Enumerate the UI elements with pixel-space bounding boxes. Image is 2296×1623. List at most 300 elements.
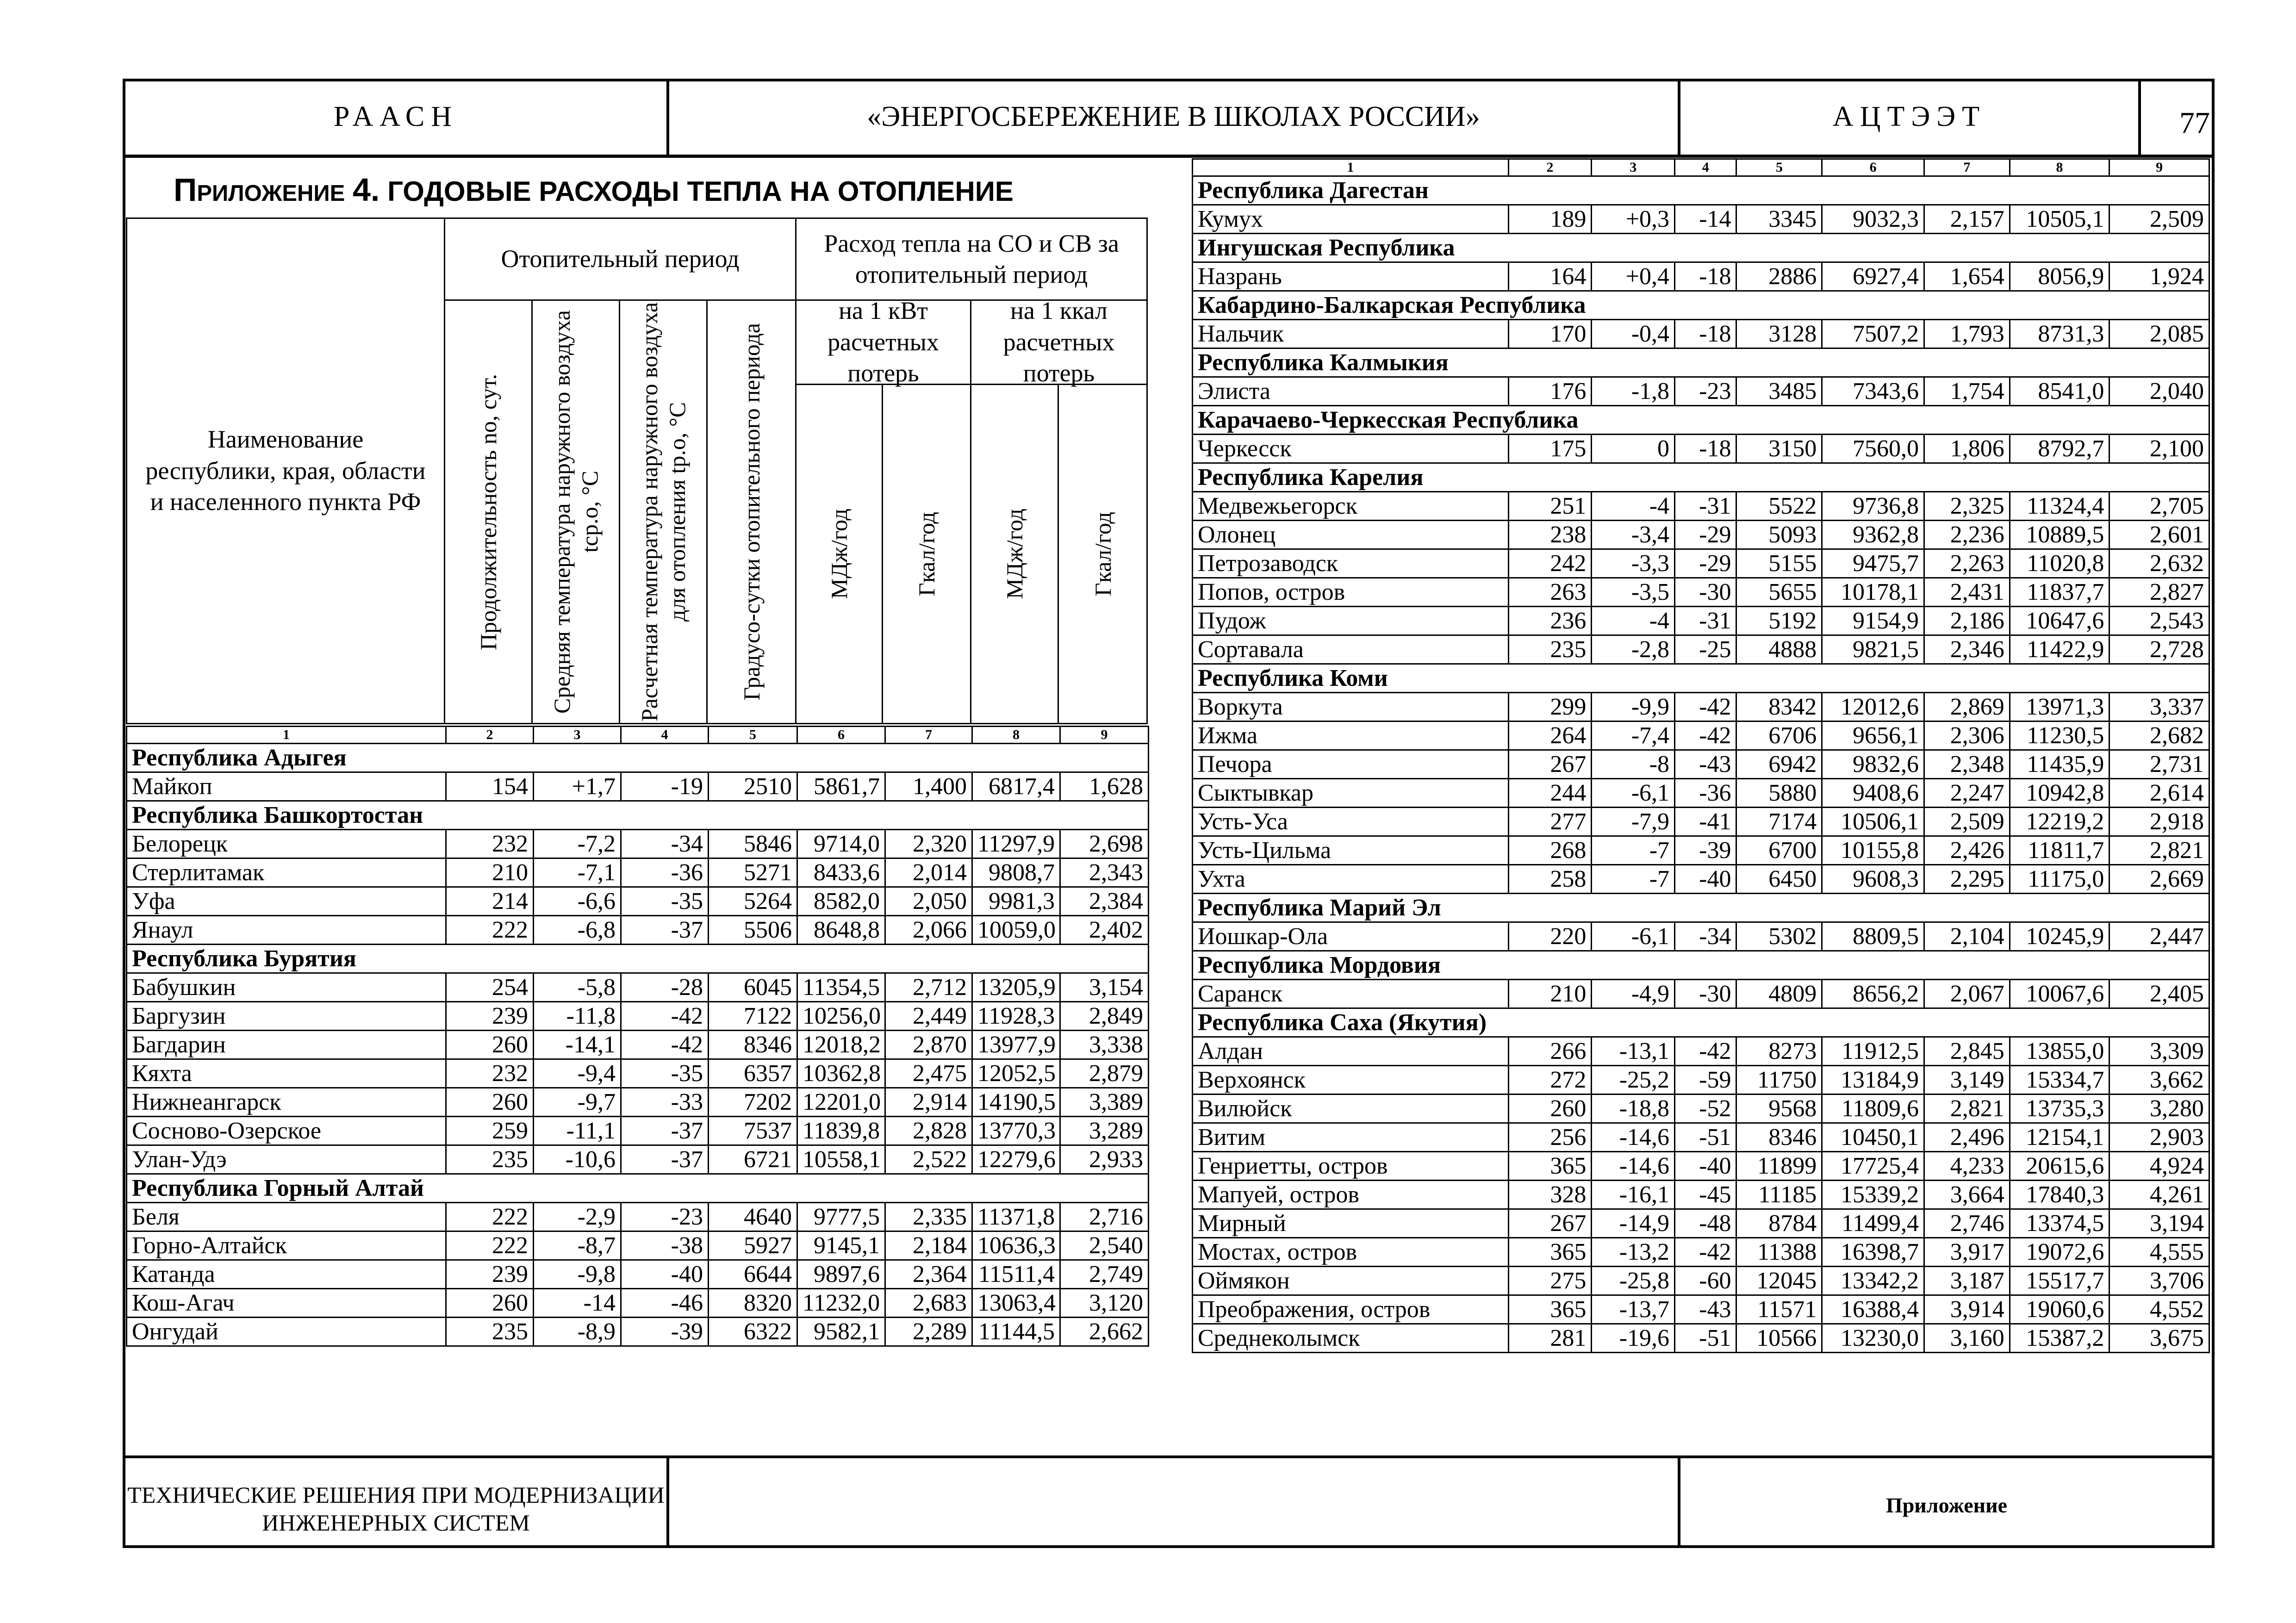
table-cell: 7537 — [709, 1117, 797, 1145]
table-cell: 4888 — [1736, 635, 1822, 664]
table-row — [1193, 808, 2209, 836]
table-cell: 8346 — [1736, 1123, 1822, 1152]
table-cell: 258 — [1508, 865, 1592, 894]
table-cell: 2,184 — [885, 1231, 972, 1260]
table-cell: 7507,2 — [1822, 320, 1924, 348]
table-cell: 3,309 — [2109, 1037, 2209, 1066]
table-cell: 2,426 — [1924, 836, 2010, 865]
table-row — [1193, 980, 2209, 1008]
locality-name: Майкоп — [127, 772, 446, 801]
table-cell: 11912,5 — [1822, 1037, 1924, 1066]
table-cell: 2,509 — [1924, 808, 2010, 836]
table-cell: -33 — [621, 1088, 709, 1117]
table-cell: -42 — [1675, 693, 1736, 721]
table-cell: 6450 — [1736, 865, 1822, 894]
table-cell: -6,8 — [534, 916, 621, 945]
table-cell: 8541,0 — [2010, 377, 2109, 406]
table-cell: 2,040 — [2109, 377, 2209, 406]
table-cell: 12018,2 — [797, 1031, 885, 1059]
table-cell: 8809,5 — [1822, 922, 1924, 951]
table-row — [127, 1203, 1149, 1231]
table-row — [127, 1031, 1149, 1059]
locality-name: Мапуей, остров — [1193, 1181, 1509, 1209]
header-heat-consumption: Расход тепла на СО и СВ за отопительный период — [795, 218, 1148, 301]
table-cell: 3,917 — [1924, 1238, 2010, 1267]
table-row — [127, 1059, 1149, 1088]
column-number: 7 — [1924, 159, 2010, 176]
section-row — [127, 1174, 1149, 1203]
table-cell: 2,364 — [885, 1260, 972, 1289]
table-cell: 2,879 — [1060, 1059, 1149, 1088]
table-cell: 11571 — [1736, 1295, 1822, 1324]
table-cell: -39 — [621, 1318, 709, 1346]
table-cell: 299 — [1508, 693, 1592, 721]
table-cell: -34 — [1675, 922, 1736, 951]
table-cell: -31 — [1675, 492, 1736, 521]
table-cell: 328 — [1508, 1181, 1592, 1209]
locality-name: Багдарин — [127, 1031, 446, 1059]
right-data-table — [1192, 158, 2210, 1353]
table-row — [127, 1088, 1149, 1117]
locality-name: Катанда — [127, 1260, 446, 1289]
region-heading: Республика Бурятия — [127, 945, 1149, 973]
table-cell: 2,186 — [1924, 607, 2010, 635]
column-number-row — [1193, 159, 2209, 176]
table-cell: -42 — [1675, 721, 1736, 750]
locality-name: Печора — [1193, 750, 1509, 779]
table-cell: -2,9 — [534, 1203, 621, 1231]
table-cell: -30 — [1675, 980, 1736, 1008]
table-cell: 12279,6 — [972, 1145, 1060, 1174]
table-row — [127, 830, 1149, 858]
table-cell: 10178,1 — [1822, 578, 1924, 607]
table-cell: 9736,8 — [1822, 492, 1924, 521]
table-cell: 2,431 — [1924, 578, 2010, 607]
table-cell: 2,449 — [885, 1002, 972, 1031]
table-cell: -6,1 — [1592, 779, 1675, 808]
table-cell: -40 — [1675, 865, 1736, 894]
table-cell: 2,662 — [1060, 1318, 1149, 1346]
column-number: 2 — [446, 727, 534, 744]
table-cell: 13184,9 — [1822, 1066, 1924, 1094]
region-heading: Республика Дагестан — [1193, 176, 2209, 205]
table-cell: 3,120 — [1060, 1289, 1149, 1318]
locality-name: Верхоянск — [1193, 1066, 1509, 1094]
table-cell: 2,522 — [885, 1145, 972, 1174]
table-cell: -13,2 — [1592, 1238, 1675, 1267]
table-cell: -8,7 — [534, 1231, 621, 1260]
table-cell: 8731,3 — [2010, 320, 2109, 348]
table-cell: 2,100 — [2109, 435, 2209, 463]
table-row — [127, 1289, 1149, 1318]
table-cell: 235 — [446, 1318, 534, 1346]
table-cell: 3150 — [1736, 435, 1822, 463]
header-avg-temp-text: Средняя температура наружного воздуха tср.о, °С — [549, 310, 603, 714]
table-cell: 11144,5 — [972, 1318, 1060, 1346]
table-row — [1193, 549, 2209, 578]
table-cell: 2,247 — [1924, 779, 2010, 808]
locality-name: Сыктывкар — [1193, 779, 1509, 808]
table-cell: 11511,4 — [972, 1260, 1060, 1289]
table-cell: 11435,9 — [2010, 750, 2109, 779]
table-row — [127, 1260, 1149, 1289]
region-heading: Республика Марий Эл — [1193, 894, 2209, 922]
table-cell: 272 — [1508, 1066, 1592, 1094]
table-cell: 16398,7 — [1822, 1238, 1924, 1267]
table-cell: -6,1 — [1592, 922, 1675, 951]
table-row — [1193, 693, 2209, 721]
table-cell: 2,348 — [1924, 750, 2010, 779]
column-number: 2 — [1508, 159, 1592, 176]
table-row — [127, 1231, 1149, 1260]
table-cell: 5155 — [1736, 549, 1822, 578]
section-row — [1193, 1008, 2209, 1037]
table-row — [1193, 1094, 2209, 1123]
table-cell: -51 — [1675, 1324, 1736, 1353]
table-cell: 214 — [446, 887, 534, 916]
locality-name: Иошкар-Ола — [1193, 922, 1509, 951]
table-cell: -8 — [1592, 750, 1675, 779]
header-title: «ЭНЕРГОСБЕРЕЖЕНИЕ В ШКОЛАХ РОССИИ» — [669, 79, 1678, 157]
table-cell: 3,194 — [2109, 1209, 2209, 1238]
table-cell: 2,447 — [2109, 922, 2209, 951]
table-row — [127, 858, 1149, 887]
table-cell: -3,3 — [1592, 549, 1675, 578]
table-cell: 264 — [1508, 721, 1592, 750]
region-heading: Карачаево-Черкесская Республика — [1193, 406, 2209, 435]
table-cell: 5264 — [709, 887, 797, 916]
table-cell: 7343,6 — [1822, 377, 1924, 406]
footer-left-text: ТЕХНИЧЕСКИЕ РЕШЕНИЯ ПРИ МОДЕРНИЗАЦИИ ИНЖЕНЕРНЫХ СИСТЕМ — [127, 1482, 665, 1536]
table-cell: 222 — [446, 1231, 534, 1260]
table-row — [1193, 492, 2209, 521]
table-cell: 2,295 — [1924, 865, 2010, 894]
table-cell: 11175,0 — [2010, 865, 2109, 894]
table-cell: 3,337 — [2109, 693, 2209, 721]
table-cell: -35 — [621, 1059, 709, 1088]
table-cell: -5,8 — [534, 973, 621, 1002]
table-cell: 2,712 — [885, 973, 972, 1002]
table-cell: 11928,3 — [972, 1002, 1060, 1031]
table-cell: 244 — [1508, 779, 1592, 808]
table-cell: 251 — [1508, 492, 1592, 521]
table-cell: -4,9 — [1592, 980, 1675, 1008]
column-number: 5 — [709, 727, 797, 744]
table-row — [1193, 635, 2209, 664]
table-cell: 9608,3 — [1822, 865, 1924, 894]
table-cell: 260 — [446, 1088, 534, 1117]
table-cell: -37 — [621, 1145, 709, 1174]
table-cell: -7,1 — [534, 858, 621, 887]
locality-name: Витим — [1193, 1123, 1509, 1152]
table-cell: 12052,5 — [972, 1059, 1060, 1088]
locality-name: Усть-Уса — [1193, 808, 1509, 836]
locality-name: Алдан — [1193, 1037, 1509, 1066]
locality-name: Янаул — [127, 916, 446, 945]
locality-name: Ухта — [1193, 865, 1509, 894]
table-cell: 2,343 — [1060, 858, 1149, 887]
table-cell: 2,263 — [1924, 549, 2010, 578]
table-cell: 13342,2 — [1822, 1267, 1924, 1295]
header-degree-days-text: Градусо-сутки отопительного периода — [738, 323, 765, 701]
table-cell: 0 — [1592, 435, 1675, 463]
table-cell: 9582,1 — [797, 1318, 885, 1346]
table-cell: -36 — [1675, 779, 1736, 808]
table-cell: 10566 — [1736, 1324, 1822, 1353]
table-cell: 3,389 — [1060, 1088, 1149, 1117]
header-unit-text: МДж/год — [826, 509, 852, 599]
header-unit — [1058, 384, 1148, 724]
table-row — [1193, 1123, 2209, 1152]
column-number: 3 — [1592, 159, 1675, 176]
table-row — [127, 1318, 1149, 1346]
page-number: 77 — [2141, 79, 2213, 157]
table-cell: 2510 — [709, 772, 797, 801]
table-cell: +0,4 — [1592, 262, 1675, 291]
table-cell: 10059,0 — [972, 916, 1060, 945]
table-cell: 4809 — [1736, 980, 1822, 1008]
table-cell: 2,509 — [2109, 205, 2209, 234]
table-cell: 2,821 — [2109, 836, 2209, 865]
table-cell: 6927,4 — [1822, 262, 1924, 291]
table-row — [127, 1145, 1149, 1174]
table-row — [1193, 607, 2209, 635]
table-cell: 12219,2 — [2010, 808, 2109, 836]
table-cell: 13374,5 — [2010, 1209, 2109, 1238]
table-row — [1193, 1324, 2209, 1353]
table-cell: 2,716 — [1060, 1203, 1149, 1231]
table-cell: 7174 — [1736, 808, 1822, 836]
table-cell: 2,746 — [1924, 1209, 2010, 1238]
table-cell: 3,662 — [2109, 1066, 2209, 1094]
table-row — [127, 1002, 1149, 1031]
section-row — [1193, 664, 2209, 693]
header-org-right: АЦТЭЭТ — [1680, 79, 2138, 157]
table-cell: 2,543 — [2109, 607, 2209, 635]
table-cell: 6045 — [709, 973, 797, 1002]
table-cell: 260 — [446, 1031, 534, 1059]
header-unit — [795, 384, 883, 724]
table-cell: 5271 — [709, 858, 797, 887]
table-cell: 3,914 — [1924, 1295, 2010, 1324]
table-cell: -48 — [1675, 1209, 1736, 1238]
table-cell: 2,749 — [1060, 1260, 1149, 1289]
table-row — [1193, 721, 2209, 750]
table-cell: 19072,6 — [2010, 1238, 2109, 1267]
section-row — [1193, 894, 2209, 922]
locality-name: Черкесск — [1193, 435, 1509, 463]
table-cell: 260 — [1508, 1094, 1592, 1123]
table-row — [1193, 435, 2209, 463]
table-cell: 3,289 — [1060, 1117, 1149, 1145]
table-cell: 256 — [1508, 1123, 1592, 1152]
table-row — [127, 1117, 1149, 1145]
table-cell: 9362,8 — [1822, 521, 1924, 549]
table-cell: 259 — [446, 1117, 534, 1145]
table-row — [1193, 750, 2209, 779]
table-cell: 189 — [1508, 205, 1592, 234]
region-heading: Республика Карелия — [1193, 463, 2209, 492]
table-cell: 10942,8 — [2010, 779, 2109, 808]
locality-name: Уфа — [127, 887, 446, 916]
table-cell: -13,1 — [1592, 1037, 1675, 1066]
table-cell: 13735,3 — [2010, 1094, 2109, 1123]
locality-name: Мостах, остров — [1193, 1238, 1509, 1267]
table-cell: -7 — [1592, 836, 1675, 865]
table-cell: -25,8 — [1592, 1267, 1675, 1295]
table-cell: -38 — [621, 1231, 709, 1260]
header-design-temp — [619, 299, 708, 724]
table-cell: 13770,3 — [972, 1117, 1060, 1145]
table-cell: -14,9 — [1592, 1209, 1675, 1238]
table-row — [1193, 262, 2209, 291]
table-cell: 2,475 — [885, 1059, 972, 1088]
table-cell: 365 — [1508, 1295, 1592, 1324]
appendix-title — [174, 171, 1014, 208]
table-cell: 164 — [1508, 262, 1592, 291]
table-cell: 5846 — [709, 830, 797, 858]
table-cell: 2,870 — [885, 1031, 972, 1059]
table-cell: 263 — [1508, 578, 1592, 607]
table-cell: 11388 — [1736, 1238, 1822, 1267]
left-data-table — [126, 726, 1149, 1347]
table-cell: -25 — [1675, 635, 1736, 664]
header-per-kcal: на 1 ккал расчетных потерь — [970, 299, 1148, 385]
table-cell: 7202 — [709, 1088, 797, 1117]
table-cell: 6706 — [1736, 721, 1822, 750]
section-row — [1193, 234, 2209, 262]
table-cell: 2,157 — [1924, 205, 2010, 234]
table-cell: 13971,3 — [2010, 693, 2109, 721]
table-cell: 2,320 — [885, 830, 972, 858]
table-cell: -42 — [621, 1031, 709, 1059]
header-avg-temp — [531, 299, 620, 724]
locality-name: Преображения, остров — [1193, 1295, 1509, 1324]
locality-name: Улан-Удэ — [127, 1145, 446, 1174]
table-cell: 12045 — [1736, 1267, 1822, 1295]
header-degree-days — [706, 299, 796, 724]
table-cell: 2,540 — [1060, 1231, 1149, 1260]
table-cell: 9981,3 — [972, 887, 1060, 916]
table-cell: -9,7 — [534, 1088, 621, 1117]
table-cell: -11,8 — [534, 1002, 621, 1031]
header-duration — [444, 299, 533, 724]
region-heading: Республика Саха (Якутия) — [1193, 1008, 2209, 1037]
table-cell: 5927 — [709, 1231, 797, 1260]
table-cell: -7 — [1592, 865, 1675, 894]
table-cell: 222 — [446, 916, 534, 945]
table-cell: -29 — [1675, 521, 1736, 549]
table-cell: 5302 — [1736, 922, 1822, 951]
table-cell: 5506 — [709, 916, 797, 945]
table-cell: 2,698 — [1060, 830, 1149, 858]
table-cell: 3,675 — [2109, 1324, 2209, 1353]
table-cell: 3128 — [1736, 320, 1822, 348]
table-cell: 2,632 — [2109, 549, 2209, 578]
table-cell: -30 — [1675, 578, 1736, 607]
table-cell: 6721 — [709, 1145, 797, 1174]
table-cell: 2,728 — [2109, 635, 2209, 664]
table-cell: 5655 — [1736, 578, 1822, 607]
footer-divider — [123, 1455, 2215, 1458]
table-cell: -18 — [1675, 320, 1736, 348]
table-cell: 275 — [1508, 1267, 1592, 1295]
table-cell: 10505,1 — [2010, 205, 2109, 234]
locality-name: Усть-Цильма — [1193, 836, 1509, 865]
locality-name: Попов, остров — [1193, 578, 1509, 607]
table-cell: 266 — [1508, 1037, 1592, 1066]
table-cell: 17725,4 — [1822, 1152, 1924, 1181]
table-row — [1193, 922, 2209, 951]
table-cell: 6322 — [709, 1318, 797, 1346]
table-cell: +1,7 — [534, 772, 621, 801]
table-cell: 3,187 — [1924, 1267, 2010, 1295]
table-cell: 11499,4 — [1822, 1209, 1924, 1238]
table-cell: 11324,4 — [2010, 492, 2109, 521]
table-cell: -31 — [1675, 607, 1736, 635]
locality-name: Беля — [127, 1203, 446, 1231]
locality-name: Нижнеангарск — [127, 1088, 446, 1117]
table-row — [127, 916, 1149, 945]
table-cell: 8320 — [709, 1289, 797, 1318]
table-cell: -25,2 — [1592, 1066, 1675, 1094]
header-org-left: РААСН — [125, 79, 666, 157]
table-cell: 2,601 — [2109, 521, 2209, 549]
table-cell: 9408,6 — [1822, 779, 1924, 808]
table-cell: -14 — [1675, 205, 1736, 234]
table-cell: 9777,5 — [797, 1203, 885, 1231]
table-cell: 8784 — [1736, 1209, 1822, 1238]
table-cell: 11839,8 — [797, 1117, 885, 1145]
table-cell: 4640 — [709, 1203, 797, 1231]
table-cell: 13230,0 — [1822, 1324, 1924, 1353]
table-cell: 12154,1 — [2010, 1123, 2109, 1152]
section-row — [127, 744, 1149, 772]
header-heating-period: Отопительный период — [444, 218, 796, 301]
table-cell: 176 — [1508, 377, 1592, 406]
section-row — [1193, 406, 2209, 435]
table-cell: -52 — [1675, 1094, 1736, 1123]
table-cell: 235 — [446, 1145, 534, 1174]
column-number: 6 — [1822, 159, 1924, 176]
table-cell: -1,8 — [1592, 377, 1675, 406]
locality-name: Элиста — [1193, 377, 1509, 406]
table-cell: 254 — [446, 973, 534, 1002]
table-cell: 6817,4 — [972, 772, 1060, 801]
table-cell: 277 — [1508, 808, 1592, 836]
table-cell: -34 — [621, 830, 709, 858]
table-cell: 7560,0 — [1822, 435, 1924, 463]
table-cell: 8656,2 — [1822, 980, 1924, 1008]
table-cell: -13,7 — [1592, 1295, 1675, 1324]
table-cell: -28 — [621, 973, 709, 1002]
table-cell: 1,628 — [1060, 772, 1149, 801]
table-cell: 232 — [446, 830, 534, 858]
footer-separator — [666, 1455, 669, 1548]
table-cell: 2,914 — [885, 1088, 972, 1117]
locality-name: Нальчик — [1193, 320, 1509, 348]
table-cell: 267 — [1508, 750, 1592, 779]
table-cell: 10450,1 — [1822, 1123, 1924, 1152]
table-cell: -60 — [1675, 1267, 1736, 1295]
locality-name: Онгудай — [127, 1318, 446, 1346]
table-cell: 8342 — [1736, 693, 1822, 721]
table-cell: 3345 — [1736, 205, 1822, 234]
table-cell: 2,669 — [2109, 865, 2209, 894]
table-cell: 9145,1 — [797, 1231, 885, 1260]
table-cell: 15339,2 — [1822, 1181, 1924, 1209]
locality-name: Среднеколымск — [1193, 1324, 1509, 1353]
